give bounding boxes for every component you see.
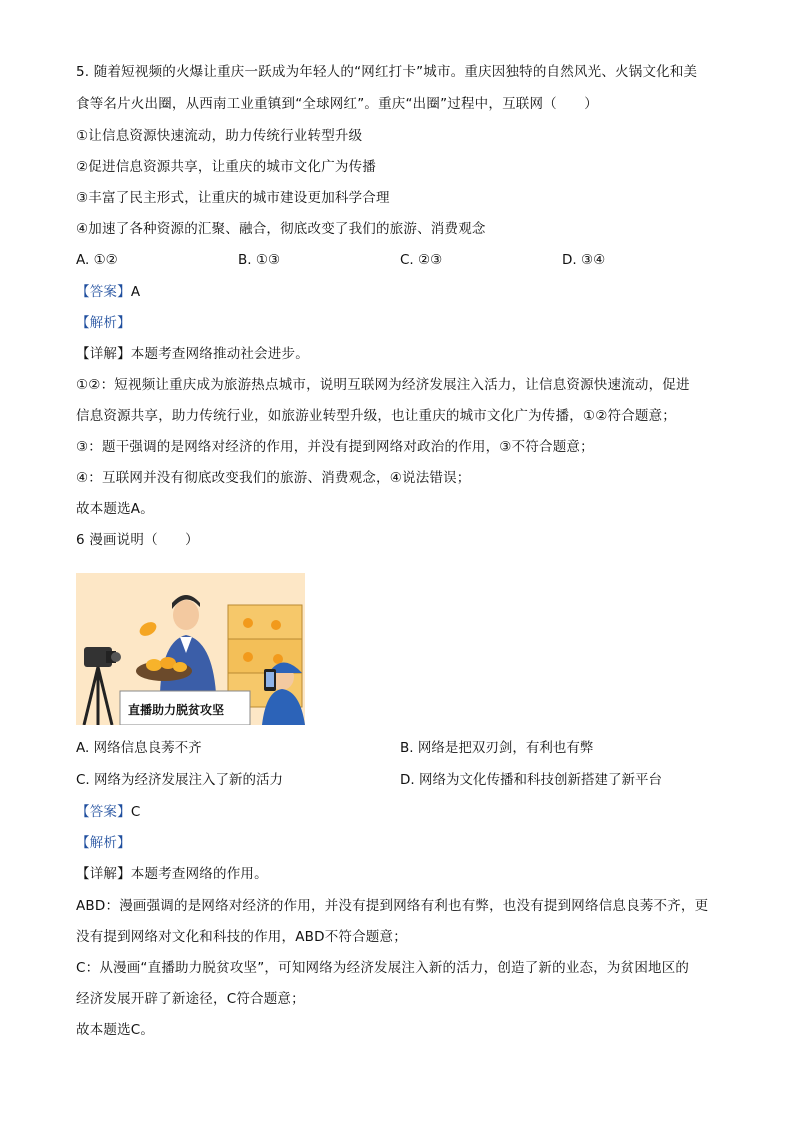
q6-explanation-2b: 经济发展开辟了新途径，C符合题意； (76, 991, 305, 1007)
image-caption: 直播助力脱贫攻坚 (128, 703, 225, 717)
q6-option-a: A. 网络信息良莠不齐 (76, 740, 202, 756)
q6-conclusion: 故本题选C。 (76, 1022, 155, 1038)
q5-conclusion: 故本题选A。 (76, 501, 154, 517)
q6-answer-value: C (130, 804, 141, 820)
q5-explanation-1a: ①②：短视频让重庆成为旅游热点城市，说明互联网为经济发展注入活力，让信息资源快速流动，促进 (76, 377, 690, 393)
q5-explanation-2: ③：题干强调的是网络对经济的作用，并没有提到网络对政治的作用，③不符合题意； (76, 439, 594, 455)
q6-option-c: C. 网络为经济发展注入了新的活力 (76, 772, 284, 788)
q5-option-c: C. ②③ (400, 252, 443, 268)
q5-item-2: ②促进信息资源共享，让重庆的城市文化广为传播 (76, 159, 377, 175)
q5-option-d: D. ③④ (562, 252, 606, 268)
q6-explanation-1b: 没有提到网络对文化和科技的作用，ABD不符合题意； (76, 929, 407, 945)
livestream-cartoon-image (76, 573, 305, 725)
q5-item-1: ①让信息资源快速流动，助力传统行业转型升级 (76, 128, 363, 144)
q6-explanation-1a: ABD：漫画强调的是网络对经济的作用，并没有提到网络有利也有弊，也没有提到网络信息良莠不齐，更 (76, 898, 709, 914)
q5-answer-label: 【答案】 (76, 284, 131, 300)
q5-answer (76, 282, 140, 302)
q6-answer (76, 802, 140, 822)
q6-analysis-label: 【解析】 (76, 835, 131, 851)
q5-item-3: ③丰富了民主形式，让重庆的城市建设更加科学合理 (76, 190, 390, 206)
q6-answer-label: 【答案】 (76, 804, 131, 820)
q5-stem-line1: 5. 随着短视频的火爆让重庆一跃成为年轻人的“网红打卡”城市。重庆因独特的自然风光、火锅文化和美 (76, 64, 698, 80)
q6-option-b: B. 网络是把双刃剑，有利也有弊 (400, 740, 594, 756)
q6-detail: 【详解】本题考查网络的作用。 (76, 866, 268, 882)
q5-stem-line2: 食等名片火出圈，从西南工业重镇到“全球网红”。重庆“出圈”过程中，互联网（ ） (76, 96, 598, 112)
q6-option-d: D. 网络为文化传播和科技创新搭建了新平台 (400, 772, 662, 788)
q5-item-4: ④加速了各种资源的汇聚、融合，彻底改变了我们的旅游、消费观念 (76, 221, 486, 237)
q5-option-b: B. ①③ (238, 252, 281, 268)
q5-explanation-1b: 信息资源共享，助力传统行业，如旅游业转型升级，也让重庆的城市文化广为传播，①②符合题意； (76, 408, 677, 424)
q5-answer-value: A (130, 284, 141, 300)
q5-analysis-label: 【解析】 (76, 315, 131, 331)
q6-stem: 6 漫画说明（ ） (76, 532, 199, 548)
q5-option-a: A. ①② (76, 252, 118, 268)
q5-explanation-3: ④：互联网并没有彻底改变我们的旅游、消费观念，④说法错误； (76, 470, 471, 486)
q6-explanation-2a: C：从漫画“直播助力脱贫攻坚”，可知网络为经济发展注入新的活力，创造了新的业态，为贫困地区的 (76, 960, 690, 976)
q5-detail: 【详解】本题考查网络推动社会进步。 (76, 346, 309, 362)
